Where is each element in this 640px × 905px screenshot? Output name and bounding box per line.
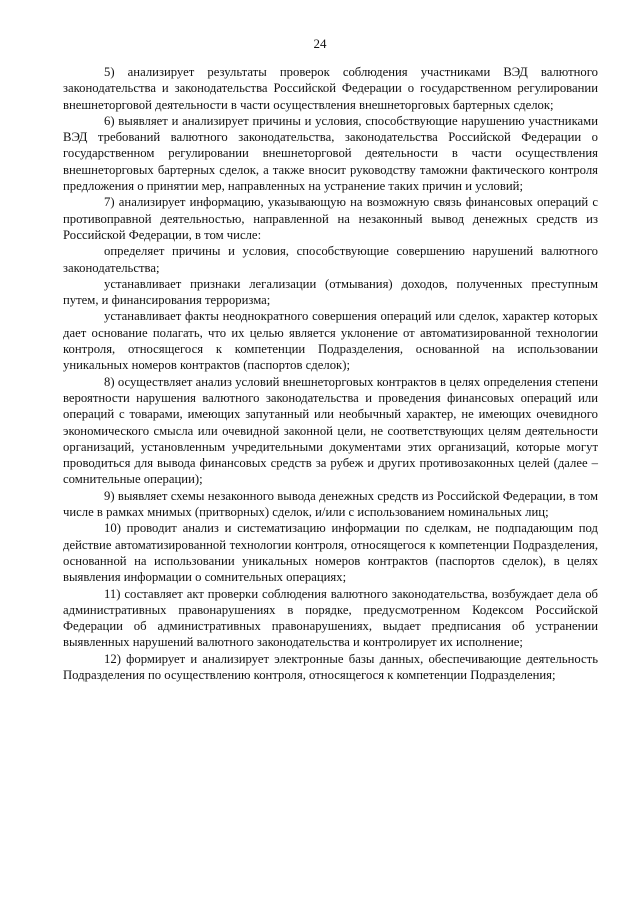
paragraph-item-11: 11) составляет акт проверки соблюдения валютного законодательства, возбуждает дела об административных правонарушениях в порядке, предусмотренном Кодексом Российской Федерации об административных правонарушениях, выдает предписания об устранении выявленных нарушений валютного законодательства и контролирует их исполнение;	[63, 586, 598, 650]
paragraph-item-6: 6) выявляет и анализирует причины и условия, способствующие нарушению участниками ВЭД требований валютного законодательства, законодательства Российской Федерации о государственном регулировании внешнеторговой деятельности в части осуществления внешнеторговых бартерных сделок, а также вносит руководству таможни фактического контроля предложения о принятии мер, направленных на устранение таких причин и условий;	[63, 113, 598, 194]
document-body	[63, 64, 598, 683]
paragraph-item-5: 5) анализирует результаты проверок соблюдения участниками ВЭД валютного законодательства и законодательства Российской Федерации о государственном регулировании внешнеторговой деятельности в части осуществления внешнеторговых бартерных сделок;	[63, 65, 598, 112]
paragraph-subitem-repeated-operations: устанавливает факты неоднократного совершения операций или сделок, характер которых дает основание полагать, что их целью является уклонение от автоматизированной технологии контроля, относящегося к компетенции Подразделения, основанной на использовании уникальных номеров контрактов (паспортов сделок);	[63, 309, 598, 373]
paragraph-item-7: 7) анализирует информацию, указывающую на возможную связь финансовых операций с противоправной деятельностью, направленной на незаконный вывод денежных средств из Российской Федерации, в том числе:	[63, 195, 598, 242]
paragraph-subitem-legalization: устанавливает признаки легализации (отмывания) доходов, полученных преступным путем, и финансирования терроризма;	[63, 276, 598, 308]
paragraph-item-9: 9) выявляет схемы незаконного вывода денежных средств из Российской Федерации, в том числе в рамках мнимых (притворных) сделок, и/или с использованием номинальных лиц;	[63, 488, 598, 520]
paragraph-item-10: 10) проводит анализ и систематизацию информации по сделкам, не подпадающим под действие автоматизированной технологии контроля, относящегося к компетенции Подразделения, основанной на использовании уникальных номеров контрактов (паспортов сделок), в целях выявления информации о сомнительных операциях;	[63, 521, 598, 585]
page-number: 24	[313, 36, 327, 51]
paragraph-item-8: 8) осуществляет анализ условий внешнеторговых контрактов в целях определения степени вероятности нарушения валютного законодательства и проведения финансовых операций или операций с товарами, имеющих запутанный или необычный характер, не имеющих очевидного экономического смысла или очевидной законной цели, не соответствующих целям деятельности организаций, установленным учредительными документами этих организаций, которые могут проводиться для вывода финансовых средств за рубеж и других противозаконных целей (далее – сомнительные операции);	[63, 374, 598, 487]
paragraph-item-12: 12) формирует и анализирует электронные базы данных, обеспечивающие деятельность Подразделения по осуществлению контроля, относящегося к компетенции Подразделения;	[63, 651, 598, 682]
paragraph-subitem-causes: определяет причины и условия, способствующие совершению нарушений валютного законодательства;	[63, 244, 598, 275]
